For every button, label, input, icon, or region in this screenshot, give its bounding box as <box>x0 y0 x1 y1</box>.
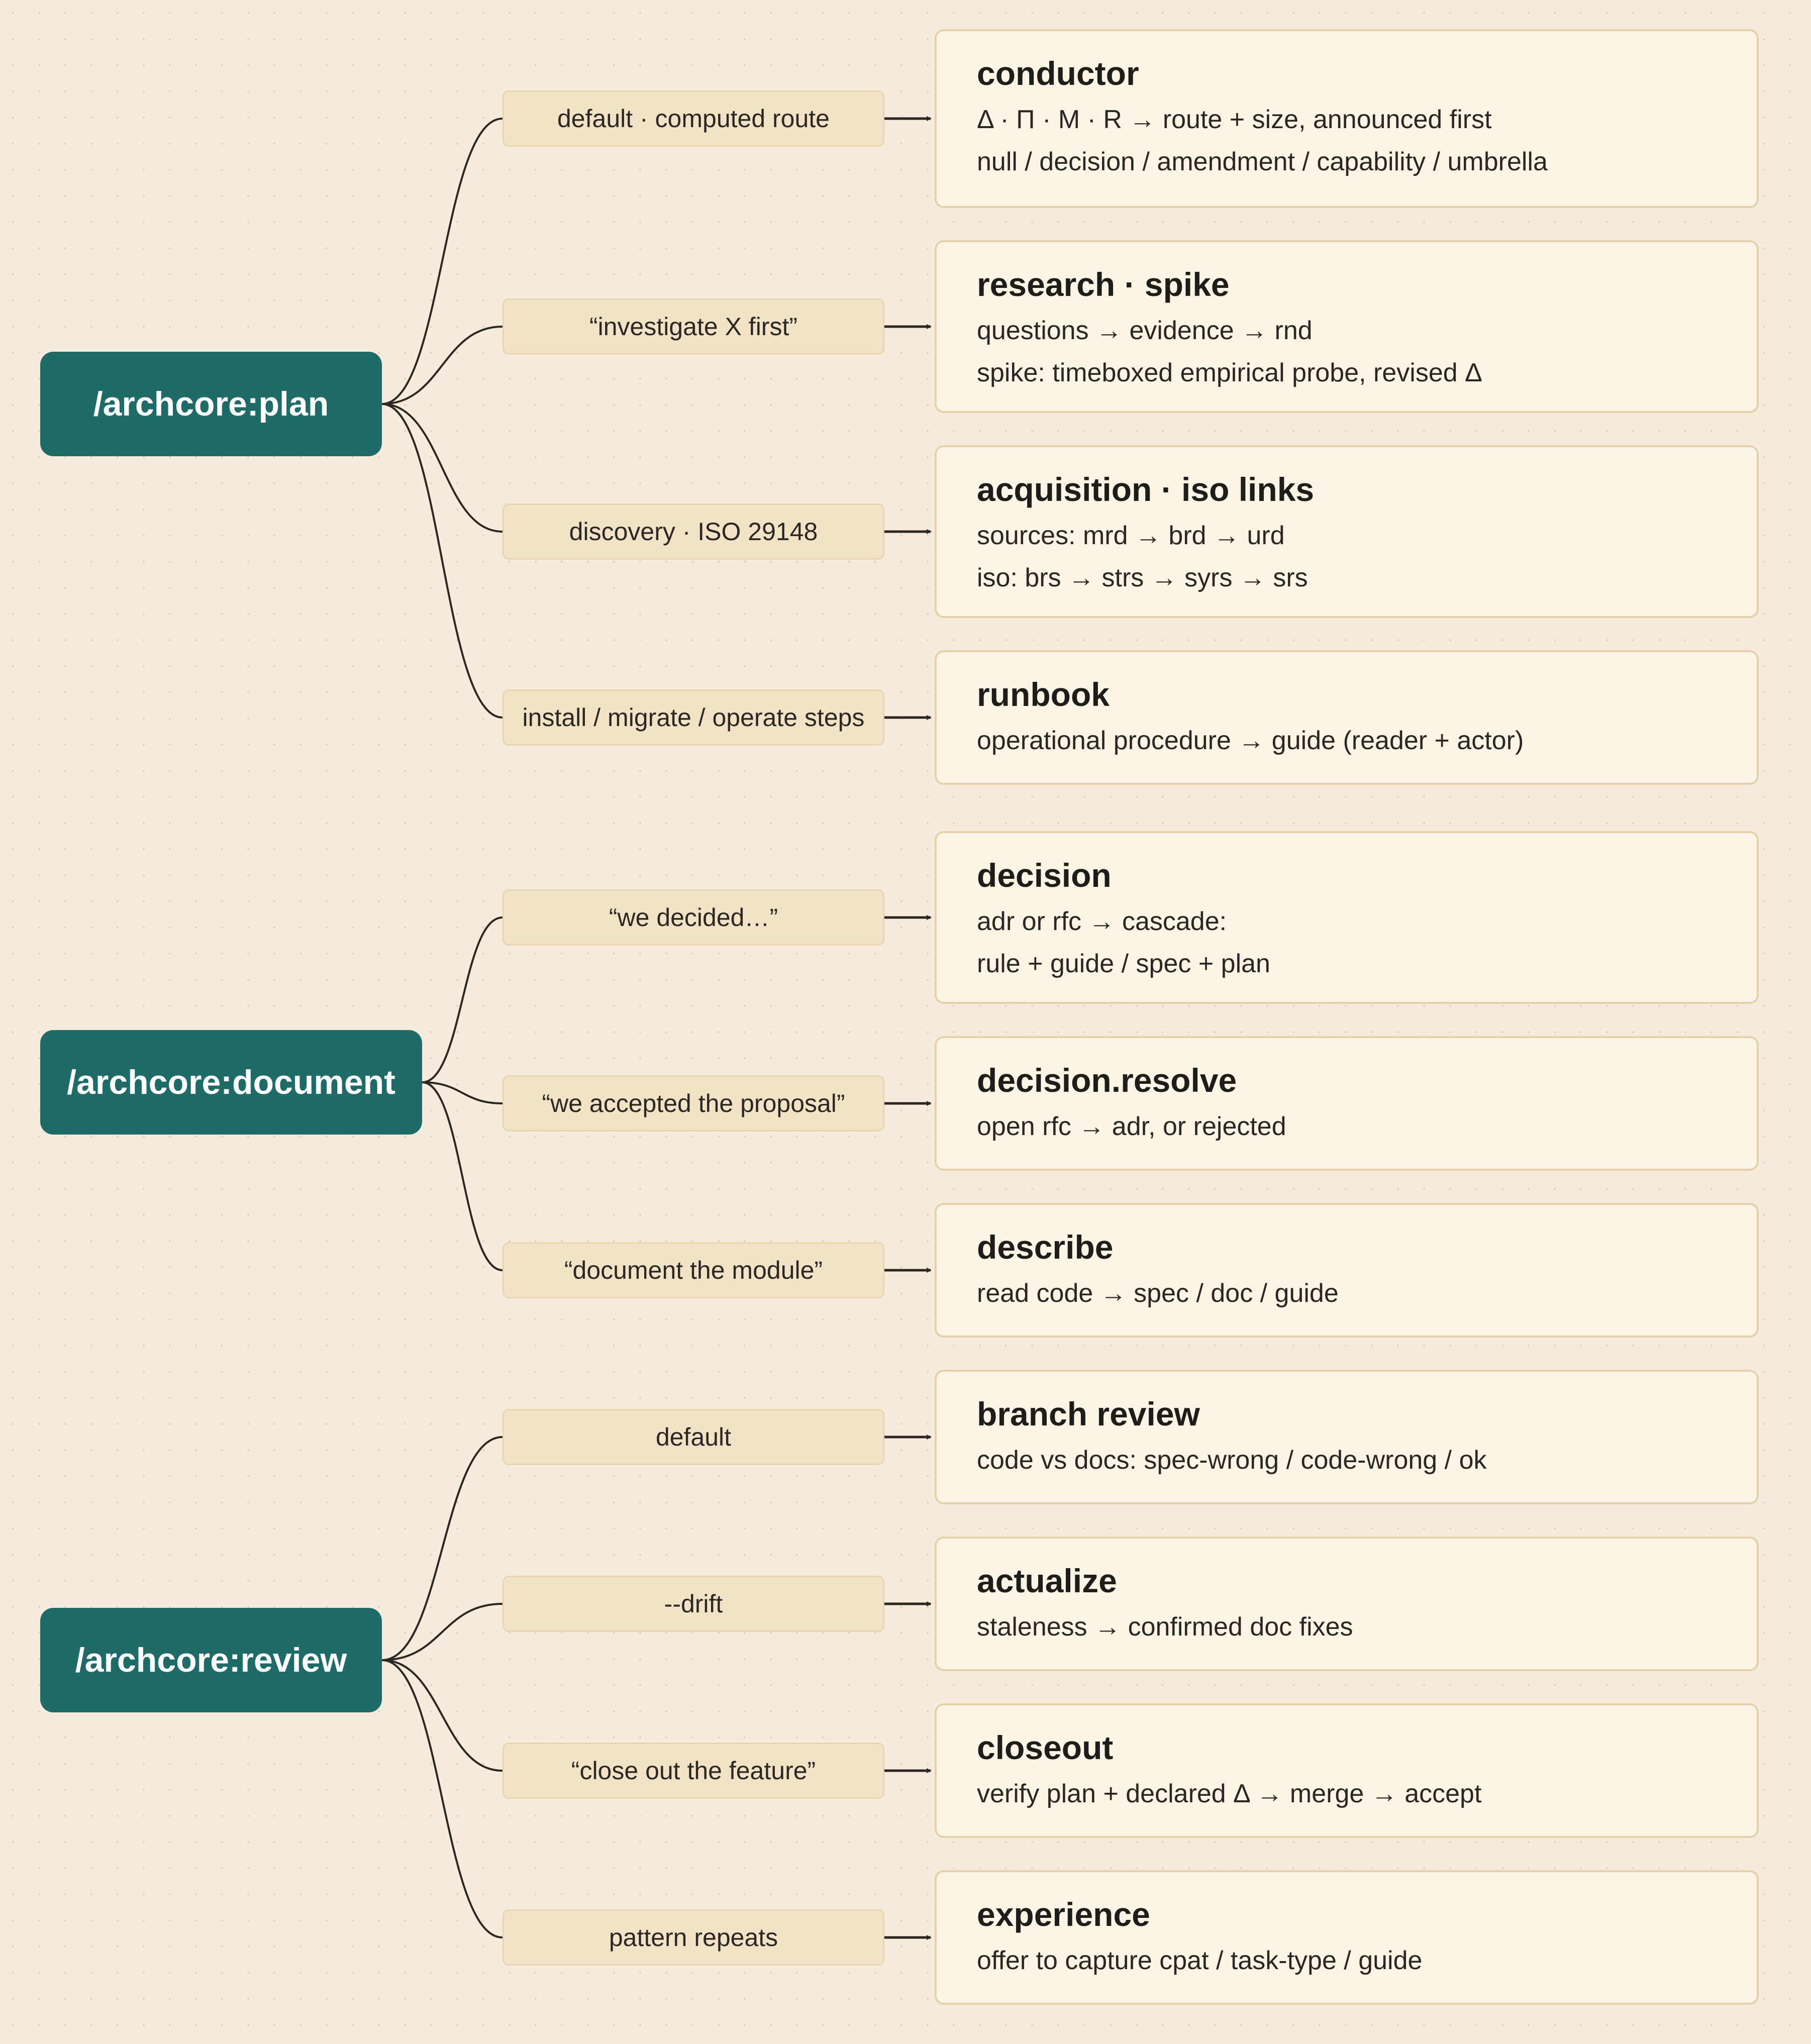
branch-label-install-migrate-operate: install / migrate / operate steps <box>502 689 884 746</box>
branch-label-discovery-iso: discovery · ISO 29148 <box>502 503 884 560</box>
card-title: acquisition · iso links <box>977 471 1315 508</box>
branch-label-accepted-proposal: “we accepted the proposal” <box>502 1075 884 1132</box>
connector-curve <box>382 1437 502 1660</box>
connector-curve <box>382 1660 502 1937</box>
connector-curve <box>382 404 502 718</box>
card-title: closeout <box>977 1729 1114 1766</box>
card-title: research · spike <box>977 266 1230 303</box>
card-title: experience <box>977 1896 1150 1933</box>
branch-label-pattern-repeats: pattern repeats <box>502 1909 884 1966</box>
connector-curve <box>422 1082 502 1103</box>
branch-label-we-decided: “we decided…” <box>502 889 884 946</box>
card-line: verify plan + declared Δ → merge → accept <box>977 1779 1482 1808</box>
card-describe <box>935 1203 1759 1338</box>
connector-curve <box>382 327 502 404</box>
card-acquisition-iso-links <box>935 445 1759 618</box>
card-line: adr or rfc → cascade: <box>977 907 1227 936</box>
connector-curve <box>382 404 502 532</box>
card-line: staleness → confirmed doc fixes <box>977 1612 1353 1642</box>
card-line: operational procedure → guide (reader + actor) <box>977 726 1524 755</box>
card-experience <box>935 1870 1759 2005</box>
card-closeout <box>935 1703 1759 1838</box>
card-runbook <box>935 650 1759 785</box>
card-line: rule + guide / spec + plan <box>977 949 1270 978</box>
card-title: conductor <box>977 55 1139 92</box>
card-line: iso: brs → strs → syrs → srs <box>977 563 1308 592</box>
card-title: runbook <box>977 676 1110 713</box>
connector-curve <box>382 119 502 404</box>
connector-curve <box>382 1660 502 1771</box>
card-line: read code → spec / doc / guide <box>977 1279 1339 1308</box>
card-line: code vs docs: spec-wrong / code-wrong / ok <box>977 1446 1487 1475</box>
branch-label-close-out-feature: “close out the feature” <box>502 1743 884 1799</box>
card-line: sources: mrd → brd → urd <box>977 521 1285 550</box>
card-line: offer to capture cpat / task-type / guide <box>977 1946 1423 1975</box>
root-node-review[interactable]: /archcore:review <box>40 1608 382 1712</box>
branch-label-document-module: “document the module” <box>502 1242 884 1298</box>
branch-label-drift: --drift <box>502 1576 884 1632</box>
card-title: branch review <box>977 1395 1200 1433</box>
card-line: spike: timeboxed empirical probe, revised Δ <box>977 358 1482 387</box>
branch-label-investigate-first: “investigate X first” <box>502 298 884 355</box>
connector-curve <box>422 917 502 1082</box>
card-title: describe <box>977 1229 1114 1266</box>
card-line: open rfc → adr, or rejected <box>977 1112 1286 1141</box>
card-actualize <box>935 1537 1759 1671</box>
card-line: null / decision / amendment / capability / umbrella <box>977 147 1548 176</box>
card-title: decision <box>977 857 1112 894</box>
root-node-plan[interactable]: /archcore:plan <box>40 352 382 456</box>
card-line: questions → evidence → rnd <box>977 316 1313 345</box>
root-node-document[interactable]: /archcore:document <box>40 1030 422 1135</box>
card-title: actualize <box>977 1562 1117 1599</box>
card-decision-resolve <box>935 1036 1759 1171</box>
card-line: Δ · Π · M · R → route + size, announced first <box>977 105 1492 134</box>
card-title: decision.resolve <box>977 1062 1237 1099</box>
card-branch-review <box>935 1370 1759 1504</box>
card-decision <box>935 831 1759 1004</box>
card-conductor <box>935 29 1759 208</box>
branch-label-default: default <box>502 1409 884 1465</box>
branch-label-default-computed-route: default · computed route <box>502 90 884 147</box>
connector-curve <box>422 1082 502 1270</box>
card-research-spike <box>935 240 1759 413</box>
